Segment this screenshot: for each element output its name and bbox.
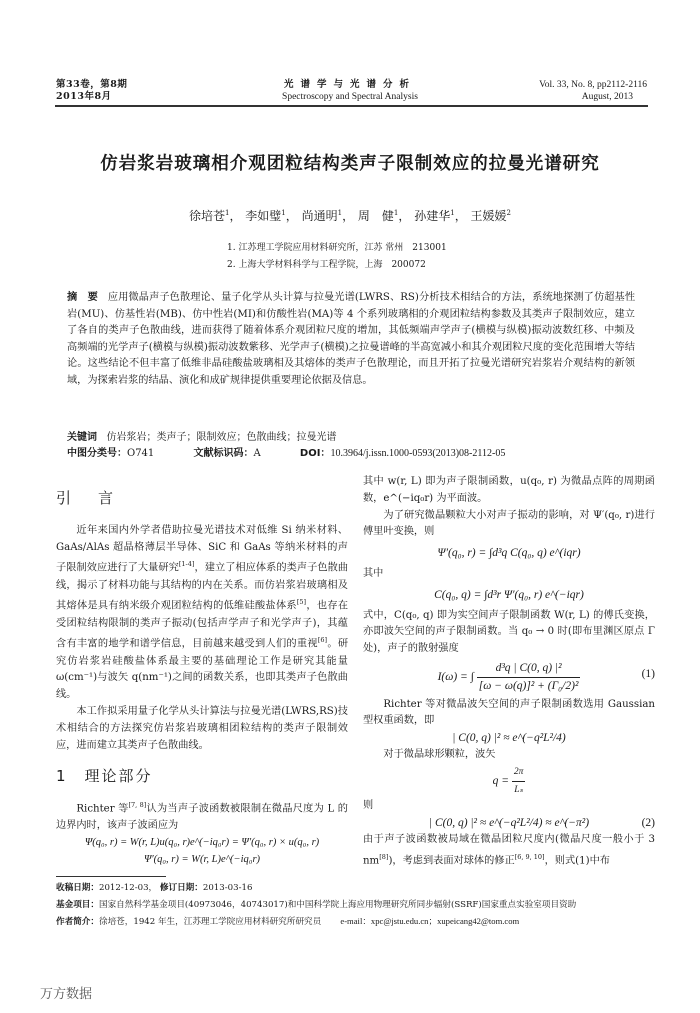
left-column xyxy=(56,490,348,869)
intro-paragraph-1: 近年来国内外学者借助拉曼光谱技术对低维 Si 纳米材料、GaAs/AlAs 超晶格薄层半导体、SiC 和 GaAs 等纳米材料的声子限制效应进行了大量研究[1-4]，建立了相应体系的类声子色散曲线，揭示了材料功能与其结构的内在关系。而仿岩浆岩玻璃相及其熔体是具有纳米级介观团粒结构的低维硅酸盐体系[5]，也存在受团粒结构限制的类声子振动(包括声学声子和光学声子)，其蕴含有丰富的地学和谱学信息，目前越来越受到人们的重视[6]。研究仿岩浆岩硅酸盐体系最主要的基础理论工作是研究其能量 ω(cm⁻¹)与波矢 q(nm⁻¹)之间的函数关系，也即其类声子色散曲线。 xyxy=(56,524,349,701)
keywords xyxy=(67,430,337,446)
author: 李如璧$^1$ xyxy=(245,209,286,223)
citation-ref: [5] xyxy=(296,598,307,607)
affiliation: 1. 江苏理工学院应用材料研究所，江苏 常州 213001 xyxy=(227,243,447,253)
header-rule xyxy=(55,105,648,107)
classification-line xyxy=(67,446,505,462)
keywords-text: 仿岩浆岩；类声子；限制效应；色散曲线；拉曼光谱 xyxy=(106,432,337,443)
intro-heading: 引 言 xyxy=(56,489,120,507)
keywords-label: 关键词 xyxy=(67,432,97,443)
fraction: $\frac{\text{d³q | C(0, q) |²}}{\text{[ω − ω(q)]² + (Γ₀/2)²}}$ xyxy=(478,661,579,692)
citation-ref: [8] xyxy=(379,852,389,861)
paragraph: 由于声子波函数被局域在微晶团粒尺度内(微晶尺度一般小于 3 nm[8])，考虑到表面对球体的修正[6, 9, 10]，则式(1)中布 xyxy=(363,833,655,867)
running-header-issue xyxy=(56,79,127,103)
right-column xyxy=(363,474,655,870)
author-email: e-mail：xpc@jstu.edu.cn；xupeicang42@tom.com xyxy=(340,916,520,926)
citation-ref: [7, 8] xyxy=(128,801,147,810)
doc-code: A xyxy=(253,448,261,459)
equation-wavefunction: Ψ(q₀, r) = W(r, L)u(q₀, r)e^(−iq₀r) = Ψ′(q₀, r) × u(q₀, r) xyxy=(84,837,320,849)
paragraph: 其中 w(r, L) 即为声子限制函数，u(q₀, r) 为微晶点阵的周期函数，e^(−iq₀r) 为平面波。 xyxy=(363,476,655,504)
paragraph: 式中，C(q₀, q) 即为实空间声子限制函数 W(r, L) 的傅氏变换，亦即波矢空间的声子限制函数。当 q₀ → 0 时(即布里渊区原点 Γ 处)，声子的散射强度 xyxy=(363,609,655,655)
journal-name-cn: 光谱学与光谱分析 xyxy=(283,79,416,90)
clc-label: 中图分类号： xyxy=(67,448,127,459)
issue-date-cn: 2013年8月 xyxy=(56,91,112,102)
paragraph: 对于微晶球形颗粒，波矢 xyxy=(383,748,496,760)
abstract-text: 应用微晶声子色散理论、量子化学从头计算与拉曼光谱(LWRS、RS)分析技术相结合的方法，系统地探测了仿超基性岩(MU)、仿基性岩(MB)、仿中性岩(MI)和仿酸性岩(MA)等 4 个系列玻璃相的介观团粒结构参数及其类声子限制效应，建立了各自的类声子色散曲线，进而获得了随着体系介观团粒尺度的增加，其低频端声学声子(横模与纵模)振动波数红移、中频及高频端的光学声子(横模与纵模)振动波数紫移、光学声子(横模)之拉曼谱峰的半高宽减小和其介观团粒尺度的变化范围增大等结论。这些结论不但丰富了低维非晶硅酸盐玻璃相及其熔体的类声子色散理论，而且开拓了拉曼光谱研究岩浆岩介观结构的新领域，为探索岩浆的结晶、演化和成矿规律提供重要理论依据及信息。 xyxy=(67,292,636,386)
clc-code: O741 xyxy=(127,448,155,459)
journal-name-en: Spectroscopy and Spectral Analysis xyxy=(282,92,418,102)
equation-2: | C(0, q) |² ≈ e^(−q²L²/4) ≈ e^(−π²) (2) xyxy=(363,815,655,832)
author: 周 健$^1$ xyxy=(357,209,399,223)
doi-label: DOI： xyxy=(299,448,331,459)
author-list: 徐培苍$^1$， 李如璧$^1$， 尚通明$^1$， 周 健$^1$， 孙建华$^1$， 王媛媛$^2$ xyxy=(188,209,512,223)
watermark: 万方数据 xyxy=(40,987,93,1002)
citation-ref: [6, 9, 10] xyxy=(514,852,545,861)
section-1-heading: 1 理论部分 xyxy=(56,767,153,786)
abstract-label: 摘 要 xyxy=(67,292,98,303)
citation-ref: [1-4] xyxy=(178,560,195,569)
equation-1: I(ω) = ∫ $\frac{\text{d³q | C(0, q) |²}}{\text{[ω − ω(q)]² + (Γ₀/2)²}}$ (1) xyxy=(363,658,655,697)
footnotes xyxy=(56,880,576,931)
author: 尚通明$^1$ xyxy=(301,209,343,223)
equation-number: (2) xyxy=(641,817,655,830)
equation-wavevector: q = $\frac{2\pi}{\text{Lₛ}}$ xyxy=(363,764,655,799)
affiliations xyxy=(227,240,447,274)
equation-number: (1) xyxy=(641,667,655,680)
equation-confinement: Ψ′(q₀, r) = W(r, L)e^(−iq₀r) xyxy=(143,853,261,865)
volume-issue: 第33卷，第8期 xyxy=(56,79,128,90)
theory-paragraph-1: Richter 等[7, 8]认为当声子波函数被限制在微晶尺度为 L 的边界内时，该声子波函应为 xyxy=(56,801,348,832)
footnote-rule xyxy=(56,876,166,877)
intro-paragraph-2: 本工作拟采用量子化学从头计算法与拉曼光谱(LWRS,RS)技术相结合的方法探究仿岩浆岩玻璃相团粒结构的类声子限制效应，进而建立其类声子色散曲线。 xyxy=(56,705,348,751)
received-dates: 收稿日期：2012-12-03， 修订日期：2013-03-16 xyxy=(56,883,253,893)
citation: Vol. 33, No. 8, pp2112-2116 xyxy=(539,80,647,90)
then-label: 则 xyxy=(363,800,374,812)
paper-title: 仿岩浆岩玻璃相介观团粒结构类声子限制效应的拉曼光谱研究 xyxy=(100,154,600,174)
citation-ref: [6] xyxy=(317,636,328,645)
doc-code-label: 文献标识码： xyxy=(193,448,254,459)
author: 孙建华$^1$ xyxy=(414,209,455,223)
paragraph: 为了研究微晶颗粒大小对声子振动的影响，对 Ψ′(q₀, r)进行傅里叶变换，则 xyxy=(363,509,655,538)
author: 徐培苍$^1$ xyxy=(188,209,230,223)
where-label: 其中 xyxy=(363,567,384,579)
running-header-journal xyxy=(230,79,470,103)
author: 王媛媛$^2$ xyxy=(470,209,512,223)
doi: 10.3964/j.issn.1000-0593(2013)08-2112-05 xyxy=(330,448,506,459)
issue-date-en: August, 2013 xyxy=(581,92,633,102)
fraction: $\frac{2\pi}{\text{Lₛ}}$ xyxy=(512,764,526,799)
funding: 基金项目：国家自然科学基金项目(40973046，40743017)和中国科学院上海应用物理研究所同步辐射(SSRF)国家重点实验室项目资助 xyxy=(56,899,577,910)
equation-c: C(q₀, q) = ∫d³r Ψ′(q₀, r) e^(−iqr) xyxy=(434,588,584,601)
abstract xyxy=(67,290,635,390)
author-bio: 作者简介：徐培苍，1942 年生，江苏理工学院应用材料研究所研究员 e-mail：xpc@jstu.edu.cn；xupeicang42@tom.com xyxy=(56,916,520,927)
running-header-citation xyxy=(539,79,647,103)
equation-fourier: Ψ′(q₀, r) = ∫d³q C(q₀, q) e^(iqr) xyxy=(437,547,581,560)
paragraph: Richter 等对微晶波矢空间的声子限制函数选用 Gaussian 型权重函数，即 xyxy=(363,698,655,727)
affiliation: 2. 上海大学材料科学与工程学院，上海 200072 xyxy=(227,260,426,270)
equation-gaussian: | C(0, q) |² ≈ e^(−q²L²/4) xyxy=(452,732,566,745)
